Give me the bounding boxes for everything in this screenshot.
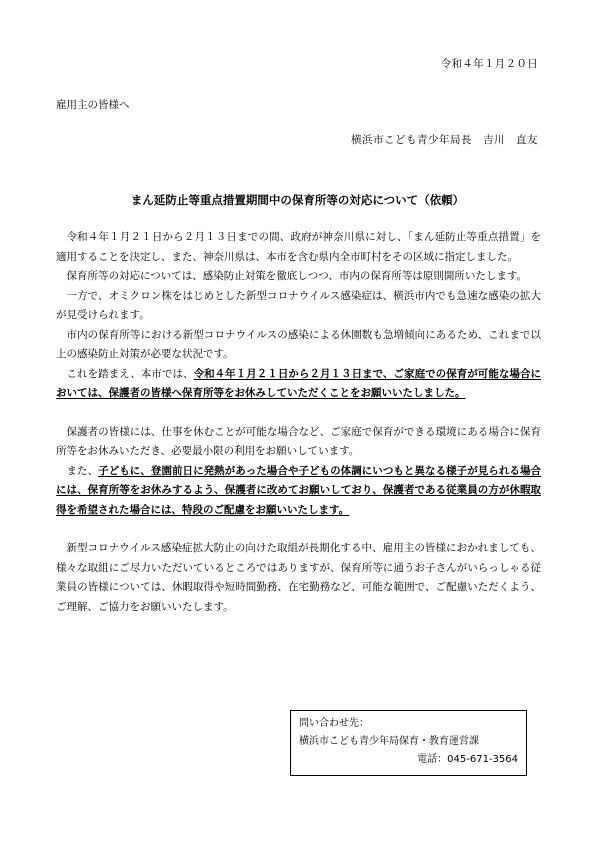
document-title: まん延防止等重点措置期間中の保育所等の対応について（依頼）: [130, 193, 465, 207]
paragraph-2: 保育所等の対応については、感染防止対策を徹底しつつ、市内の保育所等は原則開所いたします。: [66, 270, 528, 282]
contact-department: 横浜市こども青少年局保育・教育運営課: [299, 736, 479, 747]
document-body: [56, 228, 541, 617]
paragraph-3: 一方で、オミクロン株をはじめとした新型コロナウイルス感染症は、横浜市内でも急速な感染の拡大が見受けられます。: [56, 289, 541, 321]
paragraph-7-emphasis: 子どもに、登園前日に発熱があった場合や子どもの体調にいつもと異なる様子が見られる場合には、保育所等をお休みするよう、保護者に改めてお願いしており、保護者である従業員の方が休暇取得を希望された場合には、特段のご配慮をお願いいたします。: [56, 464, 542, 516]
paragraph-5-emphasis: 令和４年１月２１日から２月１３日まで、ご家庭での保育が可能な場合においては、保護者の皆様へ保育所等をお休みしていただくことをお願いいたしました。: [56, 367, 541, 399]
paragraph-7-intro: また、: [66, 464, 99, 477]
paragraph-5: [56, 365, 541, 404]
contact-box: [290, 710, 527, 776]
recipient-line: 雇用主の皆様へ: [56, 99, 130, 111]
contact-label: 問い合わせ先：: [299, 718, 369, 729]
paragraph-7: [56, 462, 541, 521]
paragraph-5-intro: これを踏まえ、本市では、: [66, 367, 194, 380]
contact-phone: 電話：045-671-3564: [417, 754, 518, 765]
paragraph-4: 市内の保育所等における新型コロナウイルスの感染による休園数も急増傾向にあるため、これまで以上の感染防止対策が必要な状況です。: [56, 328, 541, 360]
paragraph-8: 新型コロナウイルス感染症拡大防止の向けた取組が長期化する中、雇用主の皆様におかれましても、様々な取組にご尽力いただいているところではありますが、保育所等に通うお子さんがいらっしゃる従業員の皆様については、休暇取得や短時間勤務、在宅勤務など、可能な範囲で、ご配慮いただくよう、ご理解、ご協力をお願いいたします。: [56, 542, 541, 613]
paragraph-6: 保護者の皆様には、仕事を休むことが可能な場合など、ご家庭で保育ができる環境にある場合に保育所等をお休みいただき、必要最小限の利用をお願いしています。: [56, 425, 541, 457]
sender-line: 横浜市こども青少年局長 吉川 直友: [351, 134, 538, 146]
paragraph-1: 令和４年１月２１日から２月１３日までの間、政府が神奈川県に対し、「まん延防止等重点措置」を適用することを決定し、また、神奈川県は、本市を含む県内全市町村をその区域に指定しました。: [56, 231, 541, 263]
document-date: 令和４年１月２０日: [440, 58, 538, 70]
